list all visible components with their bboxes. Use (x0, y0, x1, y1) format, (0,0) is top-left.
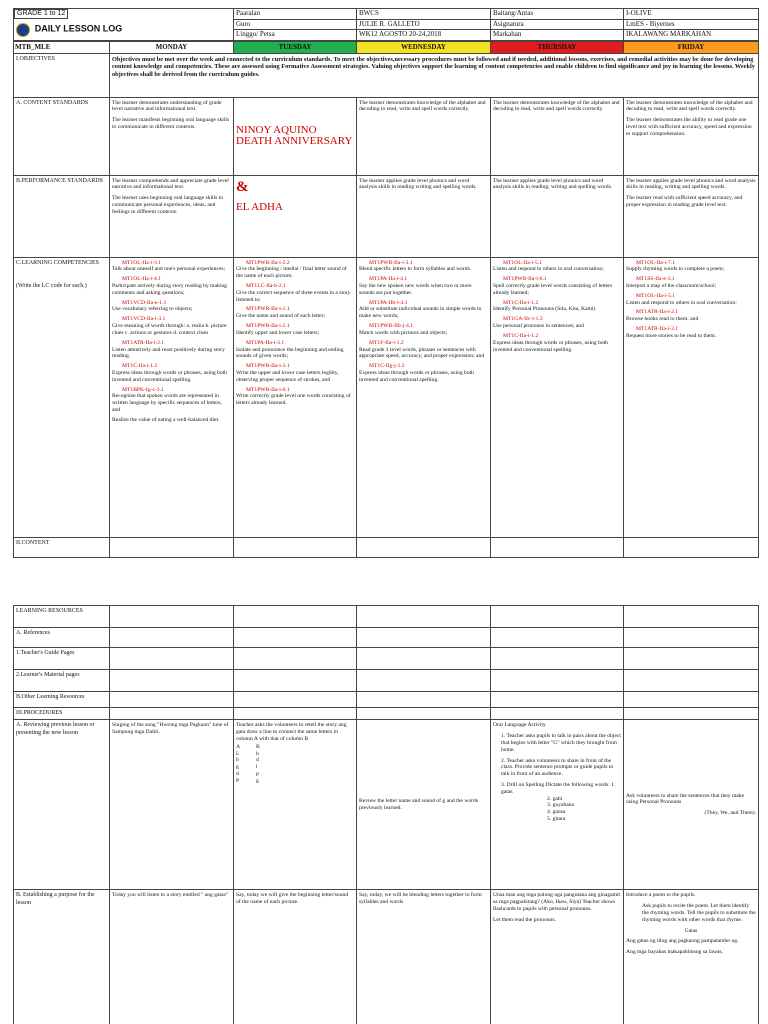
competency-item (493, 333, 621, 353)
olr-mon (110, 692, 234, 708)
olr-fri (624, 692, 759, 708)
competency-code: MT1PA-IIa-i-3.1 (246, 339, 285, 346)
review-lesson-label: A. Reviewing previous lesson or presenting the new lesson (14, 720, 110, 890)
quarter-value: IKALAWANG MARKAHAN (624, 30, 759, 41)
competency-item (236, 340, 354, 360)
lc-label: C.LEARNING COMPETENCIES (16, 259, 100, 266)
lr-fri (624, 606, 759, 628)
competency-text: Add or substitute individual sounds in simple words to make new words; (359, 306, 482, 320)
grade-box: GRADE 1 to 12 (14, 9, 68, 19)
lm-fri (624, 670, 759, 692)
header-table (13, 8, 759, 41)
ps-fri-1: The learner applies grade level phonics and word analysis skills in reading, writing and spelling words. (626, 177, 756, 191)
lr-wed (357, 606, 491, 628)
ref-fri (624, 628, 759, 648)
letter-cell: d (236, 771, 239, 777)
competency-item (626, 260, 756, 274)
teacher-value: JULIE R. GALLETO (357, 19, 491, 30)
competency-code: MT1VCD-IIa-e-1.1 (122, 299, 167, 306)
learning-resources-label: LEARNING RESOURCES (14, 606, 110, 628)
deped-seal-icon (16, 23, 30, 37)
purpose-friday (624, 890, 759, 1024)
competency-item (359, 340, 488, 360)
competency-text: Write the upper and lower case letters legibly, observing proper sequence of strokes, and (236, 369, 339, 383)
competency-code: MT1PWR-IIb-j-4.1 (369, 323, 413, 330)
objectives-label: I.OBJECTIVES (14, 53, 110, 97)
competency-code: MT1PWR-IIa-i-1.1 (246, 306, 290, 313)
learners-material-label: 2.Learner's Material pages (14, 670, 110, 692)
other-resources-label: B.Other Learning Resources (14, 692, 110, 708)
review-tue-text: Teacher asks the volunteers to retell the story ang gata draw a line to connect the same letters in column A with that of column B (236, 722, 347, 742)
subject-label: Asignatura (491, 19, 624, 30)
competency-item (626, 276, 756, 290)
holiday-eid: EL ADHA (236, 200, 283, 213)
olr-wed (357, 692, 491, 708)
competency-code: MT1C-IIa-i-1.2 (503, 332, 539, 339)
spelling-words (493, 796, 621, 823)
competency-code: MT1OL-IIa-i-5.1 (636, 292, 675, 299)
letter-cell: d (256, 757, 259, 764)
subject-value: LmES - Biyernes (624, 19, 759, 30)
competency-text: Realize the value of eating a well-balanced diet. (112, 416, 220, 423)
letter-cell: A (236, 743, 241, 750)
competency-text: Spell correctly grade level words consisting of letters already learned; (493, 283, 613, 296)
competency-item (493, 300, 621, 314)
competency-code: MT1C-IIg-j-1.2 (369, 363, 405, 370)
letter-cell: L (236, 750, 240, 757)
competency-code: MT1PWR-IIa-i-3.1 (246, 363, 290, 370)
holiday-ninoy: NINOY AQUINO DEATH ANNIVERSARY (236, 123, 353, 148)
competency-item (493, 316, 621, 330)
performance-standards-friday (624, 175, 759, 257)
competency-code: MT1VCD-IIa-i-3.1 (122, 316, 166, 323)
subject-title: MTB_MLE (14, 42, 110, 54)
competency-item (112, 260, 231, 274)
proc-wed (357, 708, 491, 720)
competency-item (112, 340, 231, 360)
competency-item (359, 276, 488, 296)
ps-mon-2: The learner uses beginning oral language skills to communicate personal experiences, ideas, and feelings in different contexts. (112, 195, 224, 215)
lm-wed (357, 670, 491, 692)
competency-item (112, 316, 231, 336)
performance-standards-label: B.PERFORMANCE STANDARDS (14, 175, 110, 257)
content-standards-label: A. CONTENT STANDARDS (14, 97, 110, 175)
competency-item (626, 309, 756, 323)
competency-text: Write correctly grade level one words consisting of letters already learned. (236, 393, 351, 407)
purpose-label: B. Establishing a purpose for the lesson (14, 890, 110, 1024)
lm-thu (491, 670, 624, 692)
letter-match-grid (236, 744, 354, 785)
cs-mon-2: The learner manifests beginning oral language skills to communicate in different contexts. (112, 117, 230, 131)
content-standards-monday (110, 97, 234, 175)
competencies-label (14, 257, 110, 537)
purpose-monday: Today you will listen to a story entitled " ang gatas" (110, 890, 234, 1024)
ps-mon-1: The learner comprehends and appreciate grade level narrative and informational text. (112, 177, 229, 191)
competency-text: Interpret a map of the classroom/school; (626, 283, 717, 290)
poem-title: Gatas (684, 927, 698, 934)
proc-tue (234, 708, 357, 720)
competency-code: MT1PA-IIa-i-4.1 (369, 276, 408, 283)
competency-text: Request more stories to be read to them. (626, 332, 717, 339)
competency-code: MT1PWR-IIa-i-3.1 (369, 259, 413, 266)
oral-activity-title: Oral Language Activity (493, 722, 546, 729)
day-tuesday: TUESDAY (234, 42, 357, 54)
procedures-label: III.PROCEDURES (14, 708, 110, 720)
proc-mon (110, 708, 234, 720)
lr-mon (110, 606, 234, 628)
competency-item (493, 276, 621, 296)
content-standards-wednesday: The learner demonstrates knowledge of the alphabet and decoding to read, write and spell words correctly. (357, 97, 491, 175)
ps-fri-2: The learner read with sufficient speed accuracy, and proper expression in reading grade level text. (626, 195, 743, 209)
competency-item (112, 417, 231, 424)
competency-item (626, 326, 756, 340)
lr-tue (234, 606, 357, 628)
day-header-row (14, 42, 759, 54)
competency-code: MT1PWR-IIa-i-2.2 (246, 259, 290, 266)
ref-mon (110, 628, 234, 648)
competency-text: Isolate and pronounce the beginning and ending sounds of given words; (236, 346, 344, 360)
purpose-thu-1: Unsa man ang mga pulong nga pangutana ang ginagamit sa mga pagpakitang? (Ako, Ikaw, Siya) Teacher shows flashcards to pupils with personal pronouns. (493, 892, 621, 912)
day-thursday: THURSDAY (491, 42, 624, 54)
day-monday: MONDAY (110, 42, 234, 54)
competency-item (112, 300, 231, 314)
letter-cell: l (256, 764, 258, 771)
content-thu (491, 537, 624, 557)
letter-cell: B (256, 743, 260, 750)
teachers-guide-label: 1.Teacher's Guide Pages (14, 648, 110, 670)
content-label: II.CONTENT (14, 537, 110, 557)
competency-code: MT1PWR-IIa-i-6.1 (246, 386, 290, 393)
competency-text: Participate actively during story reading by making comments and asking questions; (112, 283, 227, 296)
performance-standards-wednesday: The learner applies grade level phonics and word analysis skills in reading writing and spelling words. (357, 175, 491, 257)
tg-tue (234, 648, 357, 670)
performance-standards-tuesday (234, 175, 357, 257)
competency-code: MT1ATR-IIa-i-3.1 (636, 326, 679, 333)
competency-text: Identify upper and lower case letters; (236, 329, 320, 336)
ref-tue (234, 628, 357, 648)
lm-mon (110, 670, 234, 692)
purpose-fri-2: Ask pupils to recite the poem. Let them identify the rhyming words. Tell the pupils to substitute the rhyming words with other words that rhyme. (642, 903, 756, 923)
competency-text: Use vocabulary referring to objects; (112, 306, 193, 313)
performance-standards-thursday: The learner applies grade level phonics and word analysis skills in reading, writing and spelling words. (491, 175, 624, 257)
review-monday: Singing of the song "Hwtong mga Pagkaon" tune of Sampung mga Daliri. (110, 720, 234, 890)
competency-item (493, 260, 621, 274)
competency-text: Express ideas through words or phrases, using both invented and conventional spelling. (112, 369, 227, 383)
competency-text: Recognize that spoken words are represented in written language by specific sequences of letters, and (112, 393, 222, 414)
content-standards-friday (624, 97, 759, 175)
competency-code: MT1PA-IIb-i-4.1 (369, 299, 408, 306)
competency-code: MT1ATR-IIa-i-2.1 (636, 309, 679, 316)
competency-text: Give meaning of words through: a. realia b. picture clues c. actions or gestures d. context clues (112, 323, 227, 336)
content-tue (234, 537, 357, 557)
competency-text: Match words with pictures and objects; (359, 329, 448, 336)
olr-tue (234, 692, 357, 708)
proc-fri (624, 708, 759, 720)
content-fri (624, 537, 759, 557)
competency-code: MT1OL-IIa-i-7.1 (636, 259, 675, 266)
competency-code: MT1ATR-IIa-i-2.1 (122, 339, 165, 346)
ref-wed (357, 628, 491, 648)
tg-wed (357, 648, 491, 670)
poem-line-2: Ang mga bayabas makapahimsog sa lawas, (626, 949, 723, 956)
cs-fri-1: The learner demonstrates knowledge of the alphabet and decoding to read, write and spell words correctly. (626, 99, 753, 113)
content-mon (110, 537, 234, 557)
competencies-tuesday (234, 257, 357, 537)
competency-code: MT1C-IIa-i-1.2 (122, 363, 158, 370)
content-standards-tuesday (234, 97, 357, 175)
competency-code: MT1LC-IIa-b-2.1 (246, 283, 286, 290)
main-table (13, 41, 759, 558)
purpose-fri-1: Introduce a poem to the pupils. (626, 892, 696, 899)
letter-cell: g (256, 777, 259, 784)
competency-item (236, 260, 354, 280)
competency-text: Blend specific letters to form syllables and words. (359, 266, 472, 273)
purpose-wednesday: Say, today, we will be blending letters together to form syllables and words (357, 890, 491, 1024)
competency-code: MT1SS-IIa-e-3.1 (636, 276, 675, 283)
cs-mon-1: The learner demonstrates understanding of grade level narrative and informational text. (112, 99, 222, 113)
competency-text: Give the beginning / medial / final letter sound of the name of each picture; (236, 266, 347, 280)
competency-item (236, 283, 354, 303)
week-label: Linggo/ Petsa (234, 30, 357, 41)
competency-code: MT1OL-IIa-i-4.1 (122, 276, 161, 283)
purpose-tuesday: Say, today we will give the beginning letter/sound of the name of each picture. (234, 890, 357, 1024)
lesson-log-page-1 (13, 8, 758, 558)
competency-item (112, 387, 231, 414)
letter-cell: g (236, 764, 239, 771)
oral-activity-1: 1. Teacher asks pupils to talk in pairs about the object that begins with letter "G" which they brought from home. (501, 733, 621, 753)
competency-text: Say the new spoken new words when two or more sounds are put together. (359, 283, 472, 296)
references-label: A. References (14, 628, 110, 648)
review-fri-2: (They, We, and Them). (704, 810, 756, 817)
objectives-text: Objectives must be met over the week and connected to the curriculum standards. To meet the objectives,necessary procedures must be followed and if needed, additional lessons, exercises, and remedial activities may be done for developing content knowledge and competencies. These are assessed using Formative Assessment strategies. Valuing objectives support the learning of content competencies and enable children to find significance and joy in learning the lessons. Weekly objectives shall be derived from the curriculum guides. (110, 53, 759, 97)
competency-text: Express ideas through words or phrases, using both invented and conventional spelling. (359, 369, 474, 383)
competency-code: MT1OL-IIa-i-5.1 (503, 259, 542, 266)
poem-line-1: Ang gatas ug itlog ang pagkaong pampalambo og. (626, 938, 739, 945)
spelling-word: 2. gabi (547, 795, 563, 802)
competency-item (236, 387, 354, 407)
competency-code: MT1PWR-IIa-i-2.1 (246, 323, 290, 330)
school-value: BWCS (357, 9, 491, 20)
competency-text: Talk about oneself and one's personal experiences; (112, 266, 226, 273)
spelling-word: 5. gitara (547, 816, 566, 823)
competency-code: MT1OL-IIa-i-3.1 (122, 259, 161, 266)
letter-cell: b (236, 757, 239, 764)
competency-text: Give the name and sound of each letter; (236, 313, 326, 320)
teacher-label: Guro (234, 19, 357, 30)
school-label: Paaralan (234, 9, 357, 20)
competencies-wednesday (357, 257, 491, 537)
competency-code: MT1BPK-Ig-c-3.1 (122, 386, 164, 393)
letter-cell: b (256, 750, 259, 757)
lc-note: (Write the LC code for each.) (16, 282, 87, 289)
competency-text: Express ideas through words or phrases, using both invented and conventional spelling. (493, 339, 608, 353)
competency-item (236, 306, 354, 320)
week-value: WK12 AGOSTO 20-24,2018 (357, 30, 491, 41)
page-title: DAILY LESSON LOG (34, 23, 123, 34)
tg-mon (110, 648, 234, 670)
quarter-label: Markahan (491, 30, 624, 41)
letter-cell: p (256, 771, 259, 777)
competency-item (112, 363, 231, 383)
competency-item (236, 323, 354, 337)
competency-text: Listen and respond to others in oral conversation; (493, 266, 604, 273)
grade-value: I-OLIVE (624, 9, 759, 20)
competency-text: Browse books read to them; and (626, 316, 699, 323)
competency-item (359, 363, 488, 383)
title-block (14, 9, 234, 41)
olr-thu (491, 692, 624, 708)
competency-item (359, 260, 488, 274)
competency-code: MT1F-IIa-i-1.2 (369, 339, 404, 346)
oral-activity-2: 2. Teacher asks volunteers to share in front of the class. Provide sentence prompts or guide pupils to talk in front of an audience. (501, 757, 614, 778)
cs-fri-2: The learner demonstrates the ability to read grade one level text with sufficient accuracy, speed and expression to support comprehension. (626, 117, 752, 137)
purpose-thu-2: Let them read the pronouns. (493, 916, 556, 923)
competency-text: Use personal pronouns in sentences; and (493, 323, 584, 330)
competency-code: MT1PWR-IIa-i-6.1 (503, 276, 547, 283)
competencies-monday (110, 257, 234, 537)
tg-thu (491, 648, 624, 670)
review-friday (624, 720, 759, 890)
content-standards-thursday: The learner demonstrates knowledge of the alphabet and decoding to read, write and spell words correctly. (491, 97, 624, 175)
review-thursday (491, 720, 624, 890)
review-tuesday (234, 720, 357, 890)
tg-fri (624, 648, 759, 670)
oral-activity-3: 3. Drill on Spelling Dictate the following words: 1. gatas (501, 782, 616, 795)
competency-item (359, 300, 488, 320)
spelling-word: 3. guyabano (547, 802, 575, 809)
competency-text: Listen and respond to others in oral conversation; (626, 299, 737, 306)
competencies-friday (624, 257, 759, 537)
review-wednesday: Review the letter name and sound of g and the words previously learned. (357, 720, 491, 890)
competencies-thursday (491, 257, 624, 537)
day-wednesday: WEDNESDAY (357, 42, 491, 54)
purpose-thursday (491, 890, 624, 1024)
competency-item (112, 276, 231, 296)
competency-item (236, 363, 354, 383)
ref-thu (491, 628, 624, 648)
competency-text: Listen attentively and react positively during story reading. (112, 346, 225, 360)
lm-tue (234, 670, 357, 692)
competency-text: Supply rhyming words to complete a poem; (626, 266, 725, 273)
grade-label: Baitang/Antas (491, 9, 624, 20)
review-fri-1: Ask volunteers to share the sentences that they make using Personal Pronouns (626, 792, 745, 806)
competency-item (359, 323, 488, 337)
ampersand: & (236, 178, 249, 195)
proc-thu (491, 708, 624, 720)
lesson-log-page-2 (13, 605, 758, 1024)
competency-code: MT1C-IIa-i-1.2 (503, 299, 539, 306)
lr-thu (491, 606, 624, 628)
content-wed (357, 537, 491, 557)
performance-standards-monday (110, 175, 234, 257)
letter-cell: P (236, 777, 240, 784)
day-friday: FRIDAY (624, 42, 759, 54)
competency-item (626, 293, 756, 307)
competency-code: MT1GA-IIc-i-1.3 (503, 316, 543, 323)
competency-text: Give the correct sequence of three events in a story listened to; (236, 289, 351, 303)
competency-text: Read grade 1 level words, phrases or sentences with appropriate speed, accuracy, and proper expression; and (359, 346, 485, 360)
procedures-table (13, 605, 759, 1024)
competency-text: Identify Personal Pronouns (Sila, Kita, Kami) (493, 306, 596, 313)
spelling-word: 4. gansa (547, 809, 566, 816)
